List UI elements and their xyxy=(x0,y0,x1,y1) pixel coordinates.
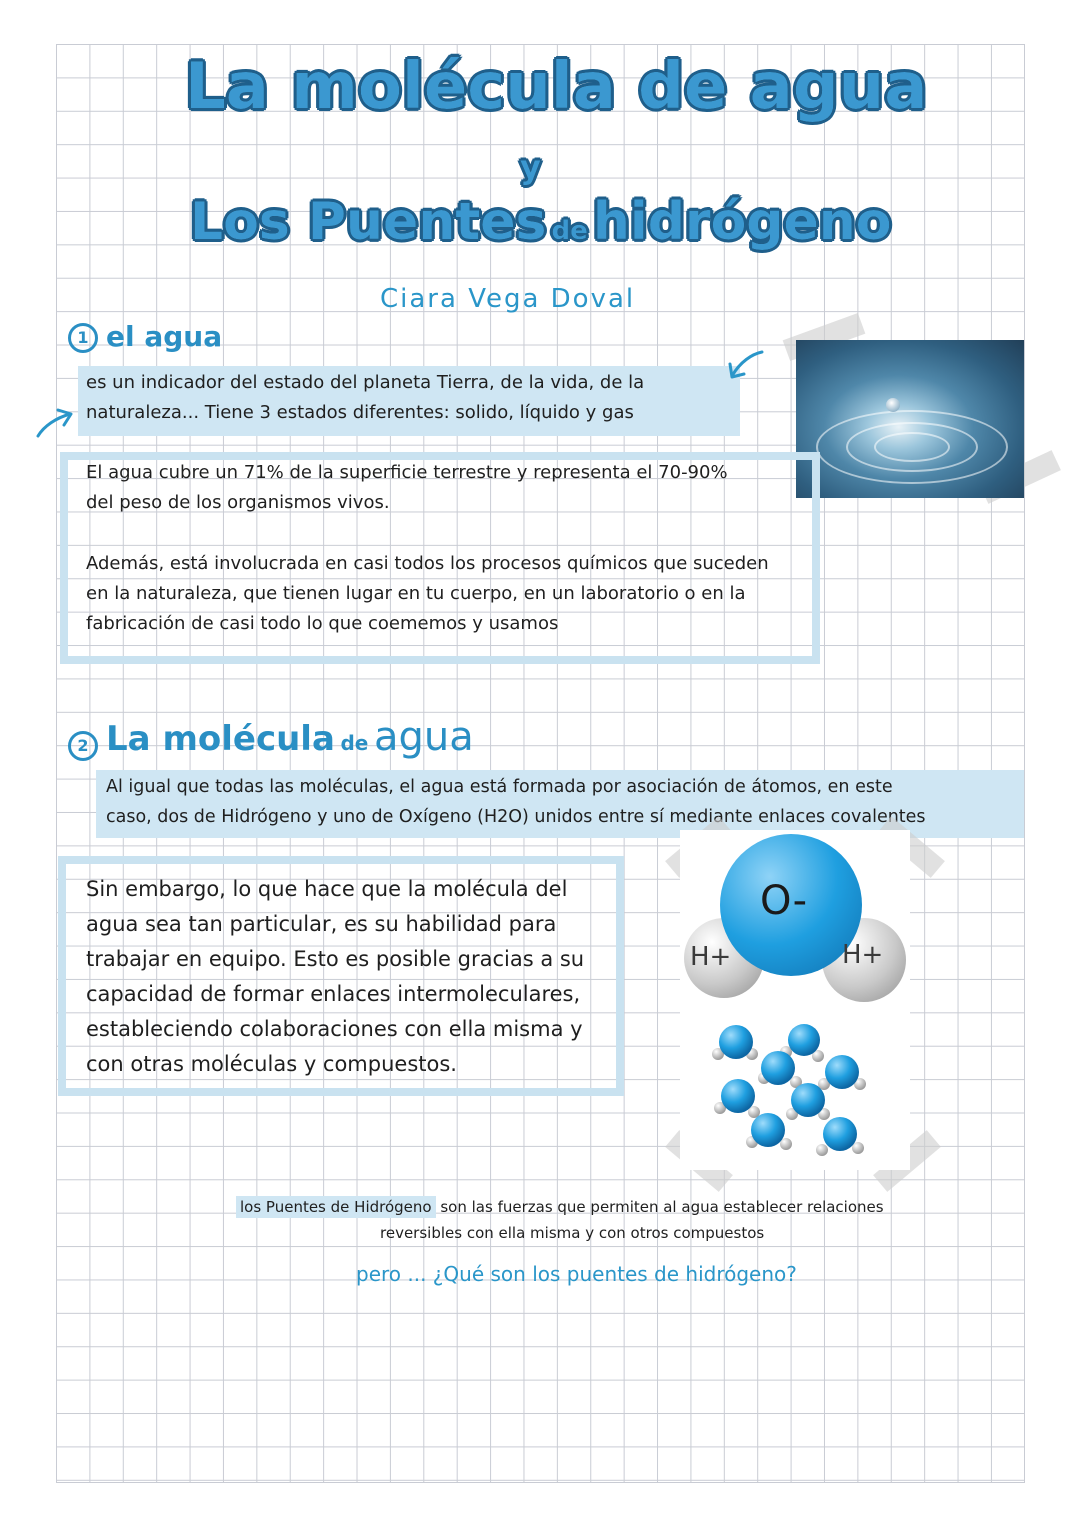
subtitle-part-2: de xyxy=(551,216,588,246)
title-connector: y xyxy=(520,148,541,186)
section2-box-line: capacidad de formar enlaces intermoleculares, xyxy=(86,982,581,1006)
water-molecule-cluster xyxy=(700,1018,890,1168)
cluster-molecule xyxy=(746,1113,792,1150)
section1-intro-line1: es un indicador del estado del planeta Tierra, de la vida, de la xyxy=(86,372,645,393)
section1-box-p1-line1: El agua cubre un 71% de la superficie terrestre y representa el 70-90% xyxy=(86,462,728,483)
page-subtitle xyxy=(190,192,892,252)
footer-highlight: los Puentes de Hidrógeno xyxy=(236,1196,436,1218)
section1-box-text xyxy=(86,458,769,639)
section1-intro-line2: naturaleza... Tiene 3 estados diferentes: solido, líquido y gas xyxy=(86,402,634,423)
section2-box-line: Sin embargo, lo que hace que la molécula del xyxy=(86,877,568,901)
cluster-molecule xyxy=(714,1079,760,1118)
cluster-molecule xyxy=(712,1025,758,1060)
section1-box-p2-line1: Además, está involucrada en casi todos los procesos químicos que suceden xyxy=(86,553,769,574)
cluster-molecule xyxy=(816,1117,864,1156)
water-molecule-illustration xyxy=(680,830,910,1170)
oxygen-label: O- xyxy=(760,878,808,924)
section2-title-b: de xyxy=(340,731,369,755)
section2-intro xyxy=(106,772,926,832)
section2-box-line: con otras moléculas y compuestos. xyxy=(86,1052,457,1076)
section1-box-p1-line2: del peso de los organismos vivos. xyxy=(86,492,390,513)
section2-intro-line1: Al igual que todas las moléculas, el agua está formada por asociación de átomos, en este xyxy=(106,777,893,797)
section1-title: el agua xyxy=(106,320,223,353)
section2-box-line: estableciendo colaboraciones con ella misma y xyxy=(86,1017,583,1041)
section2-number: 2 xyxy=(68,731,98,761)
subtitle-part-3: hidrógeno xyxy=(592,192,892,252)
footer-line1-rest: son las fuerzas que permiten al agua establecer relaciones xyxy=(435,1198,884,1216)
cluster-molecule xyxy=(758,1051,802,1088)
footer-line1 xyxy=(236,1198,884,1216)
water-drop xyxy=(886,398,900,412)
cluster-molecule xyxy=(818,1055,866,1090)
section2-title-c: agua xyxy=(373,714,474,760)
section2-box-line: agua sea tan particular, es su habilidad para xyxy=(86,912,557,936)
section1-number: 1 xyxy=(68,323,98,353)
footer-question: pero ... ¿Qué son los puentes de hidrógeno? xyxy=(356,1262,797,1286)
page-title: La molécula de agua xyxy=(185,50,928,124)
section1-heading xyxy=(68,320,222,353)
arrow-down-left-icon xyxy=(724,348,766,384)
section2-box-line: trabajar en equipo. Esto es posible gracias a su xyxy=(86,947,585,971)
section2-heading xyxy=(68,714,474,761)
section1-box-p2-line2: en la naturaleza, que tienen lugar en tu cuerpo, en un laboratorio o en la xyxy=(86,583,746,604)
section2-box-text xyxy=(86,872,584,1082)
section1-box-p2-line3: fabricación de casi todo lo que coememos y usamos xyxy=(86,613,559,634)
section2-intro-line2: caso, dos de Hidrógeno y uno de Oxígeno (H2O) unidos entre sí mediante enlaces covalentes xyxy=(106,807,926,827)
hydrogen-right-label: H+ xyxy=(842,940,884,970)
footer-line2: reversibles con ella misma y con otros compuestos xyxy=(380,1224,765,1242)
arrow-up-right-icon xyxy=(34,404,76,440)
ripple xyxy=(874,432,950,462)
water-drop-photo xyxy=(796,340,1024,498)
section1-intro xyxy=(86,368,644,428)
author-name: Ciara Vega Doval xyxy=(380,284,636,314)
subtitle-part-1: Los Puentes xyxy=(190,192,547,252)
section2-title-a: La molécula xyxy=(106,719,335,759)
hydrogen-left-label: H+ xyxy=(690,942,732,972)
